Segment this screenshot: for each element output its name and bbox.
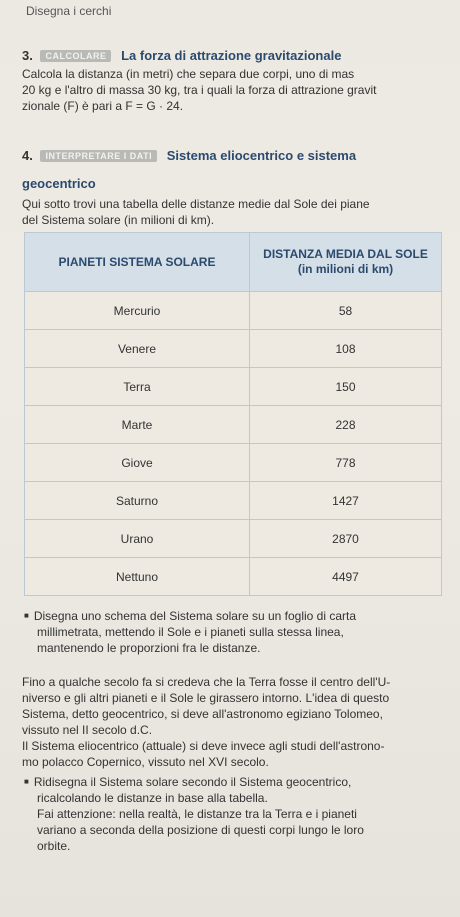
planet-name-cell: Urano bbox=[25, 520, 250, 558]
column-header-distance: DISTANZA MEDIA DAL SOLE (in milioni di km) bbox=[250, 233, 442, 292]
task-1: ■ Disegna uno schema del Sistema solare su un foglio di carta millimetrata, mettendo il Sole e i pianeti sulla stessa linea, mantenendo le proporzioni fra le distanze. bbox=[24, 609, 357, 655]
table-body bbox=[25, 292, 442, 596]
table-row bbox=[25, 558, 442, 596]
planet-name-cell: Nettuno bbox=[25, 558, 250, 596]
distance-cell: 4497 bbox=[250, 558, 442, 596]
distance-cell: 778 bbox=[250, 444, 442, 482]
distance-cell: 2870 bbox=[250, 520, 442, 558]
task-2: ■ Ridisegna il Sistema solare secondo il Sistema geocentrico, ricalcolando le distanze in base alla tabella. Fai attenzione: nella realtà, le distanze tra la Terra e i pianeti variano a seconda della posizione di questi corpi lungo le loro orbite. bbox=[24, 775, 364, 853]
column-header-planets: PIANETI SISTEMA SOLARE bbox=[25, 233, 250, 292]
table-row bbox=[25, 368, 442, 406]
table-row bbox=[25, 520, 442, 558]
planet-name-cell: Mercurio bbox=[25, 292, 250, 330]
table-header-row bbox=[25, 233, 442, 292]
exercise-3-text: Calcola la distanza (in metri) che separa due corpi, uno di mas 20 kg e l'altro di massa 30 kg, tra i quali la forza di attrazione gravit zionale (F) è pari a F = G · 24. bbox=[22, 67, 377, 113]
planet-name-cell: Saturno bbox=[25, 482, 250, 520]
exercise-tag: INTERPRETARE I DATI bbox=[40, 150, 157, 162]
exercise-4-heading bbox=[22, 148, 356, 163]
table-row bbox=[25, 482, 442, 520]
table-row bbox=[25, 406, 442, 444]
exercise-4-heading-cont: geocentrico bbox=[22, 176, 96, 191]
exercise-tag: CALCOLARE bbox=[40, 50, 111, 62]
geocentric-paragraph: Fino a qualche secolo fa si credeva che la Terra fosse il centro dell'U- niverso e gli altri pianeti e il Sole le girassero intorno. L'idea di questo Sistema, detto geocentrico, si deve all'astronomo egiziano Tolomeo, vissuto nel II secolo d.C. Il Sistema eliocentrico (attuale) si deve invece agli studi dell'astrono- mo polacco Copernico, vissuto nel XVI secolo. bbox=[22, 675, 391, 769]
exercise-3-heading bbox=[22, 48, 341, 63]
distance-cell: 108 bbox=[250, 330, 442, 368]
table-row bbox=[25, 330, 442, 368]
table-row bbox=[25, 444, 442, 482]
distance-cell: 58 bbox=[250, 292, 442, 330]
distance-cell: 228 bbox=[250, 406, 442, 444]
exercise-title: Sistema eliocentrico e sistema bbox=[166, 148, 357, 163]
planet-name-cell: Terra bbox=[25, 368, 250, 406]
bullet-icon: ■ bbox=[24, 777, 29, 786]
header-text: Disegna i cerchi bbox=[26, 4, 112, 18]
planet-name-cell: Giove bbox=[25, 444, 250, 482]
bullet-icon: ■ bbox=[24, 611, 29, 620]
exercise-4-intro: Qui sotto trovi una tabella delle distanze medie dal Sole dei piane del Sistema solare (in milioni di km). bbox=[22, 197, 370, 227]
exercise-number: 3. bbox=[22, 48, 33, 63]
table-row bbox=[25, 292, 442, 330]
planet-name-cell: Marte bbox=[25, 406, 250, 444]
exercise-title: La forza di attrazione gravitazionale bbox=[121, 48, 342, 63]
planets-distance-table bbox=[24, 232, 442, 596]
exercise-number: 4. bbox=[22, 148, 33, 163]
planet-name-cell: Venere bbox=[25, 330, 250, 368]
distance-cell: 150 bbox=[250, 368, 442, 406]
distance-cell: 1427 bbox=[250, 482, 442, 520]
